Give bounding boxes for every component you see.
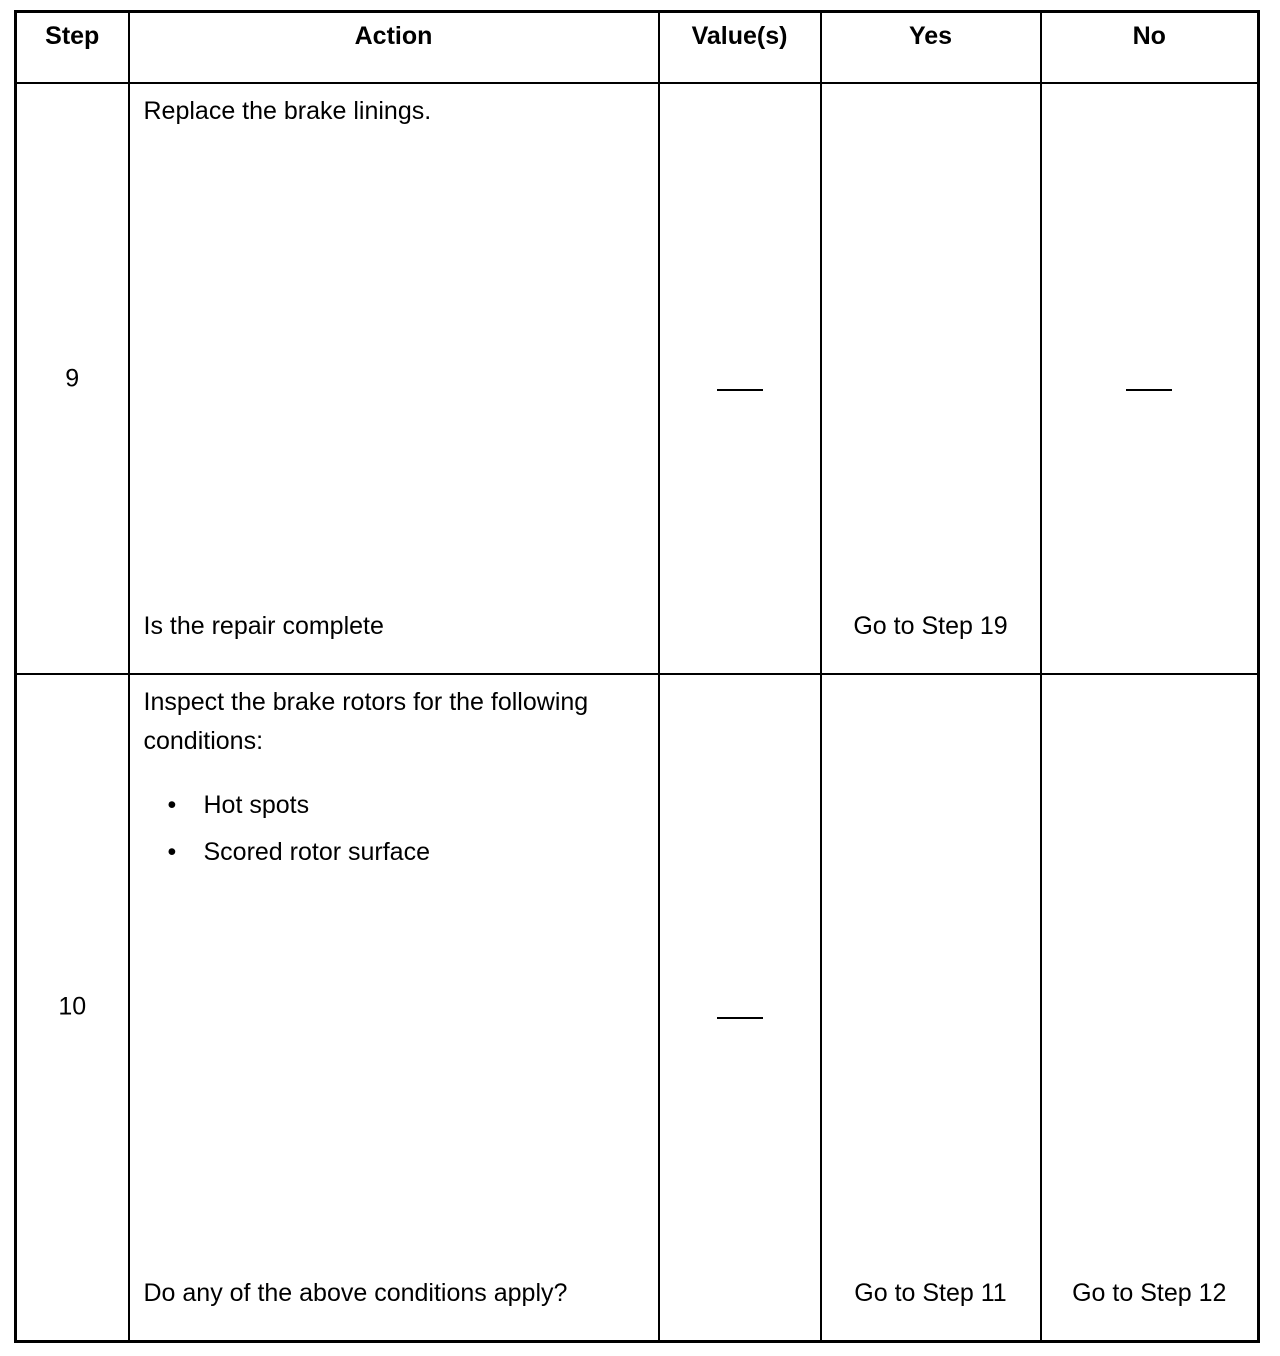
- values-dash: [717, 1017, 763, 1019]
- values-dash: [717, 389, 763, 391]
- header-row: [16, 12, 1259, 84]
- list-item: [168, 782, 431, 829]
- header-action: Action: [129, 12, 659, 84]
- condition-text: Scored rotor surface: [203, 838, 430, 866]
- header-no: No: [1041, 12, 1259, 84]
- bullet-icon: •: [167, 791, 177, 819]
- condition-text: Hot spots: [203, 791, 310, 819]
- table-row: [16, 83, 1259, 674]
- condition-list: [168, 782, 431, 876]
- step-number: 10: [58, 992, 87, 1021]
- diagnostic-table: [14, 10, 1260, 1343]
- no-cell: [1041, 83, 1259, 674]
- header-step: Step: [16, 12, 129, 84]
- step-number: 9: [65, 364, 80, 392]
- no-cell: [1041, 674, 1259, 1341]
- action-text: Replace the brake linings.: [143, 97, 432, 125]
- yes-cell: [821, 83, 1041, 674]
- action-question: Is the repair complete: [143, 612, 384, 640]
- step-cell: [16, 674, 129, 1341]
- values-cell: [659, 83, 821, 674]
- list-item: [168, 829, 431, 876]
- no-dash: [1126, 389, 1172, 391]
- action-text: Inspect the brake rotors for the following conditions:: [143, 688, 589, 755]
- values-cell: [659, 674, 821, 1341]
- action-cell: [129, 83, 659, 674]
- yes-instruction: Go to Step 19: [853, 612, 1008, 640]
- yes-instruction: Go to Step 11: [854, 1278, 1007, 1307]
- table-row: [16, 674, 1259, 1341]
- bullet-icon: •: [167, 838, 177, 866]
- yes-cell: [821, 674, 1041, 1341]
- header-values: Value(s): [659, 12, 821, 84]
- action-question: Do any of the above conditions apply?: [143, 1278, 568, 1307]
- action-cell: [129, 674, 659, 1341]
- header-yes: Yes: [821, 12, 1041, 84]
- step-cell: [16, 83, 129, 674]
- no-instruction: Go to Step 12: [1072, 1278, 1227, 1307]
